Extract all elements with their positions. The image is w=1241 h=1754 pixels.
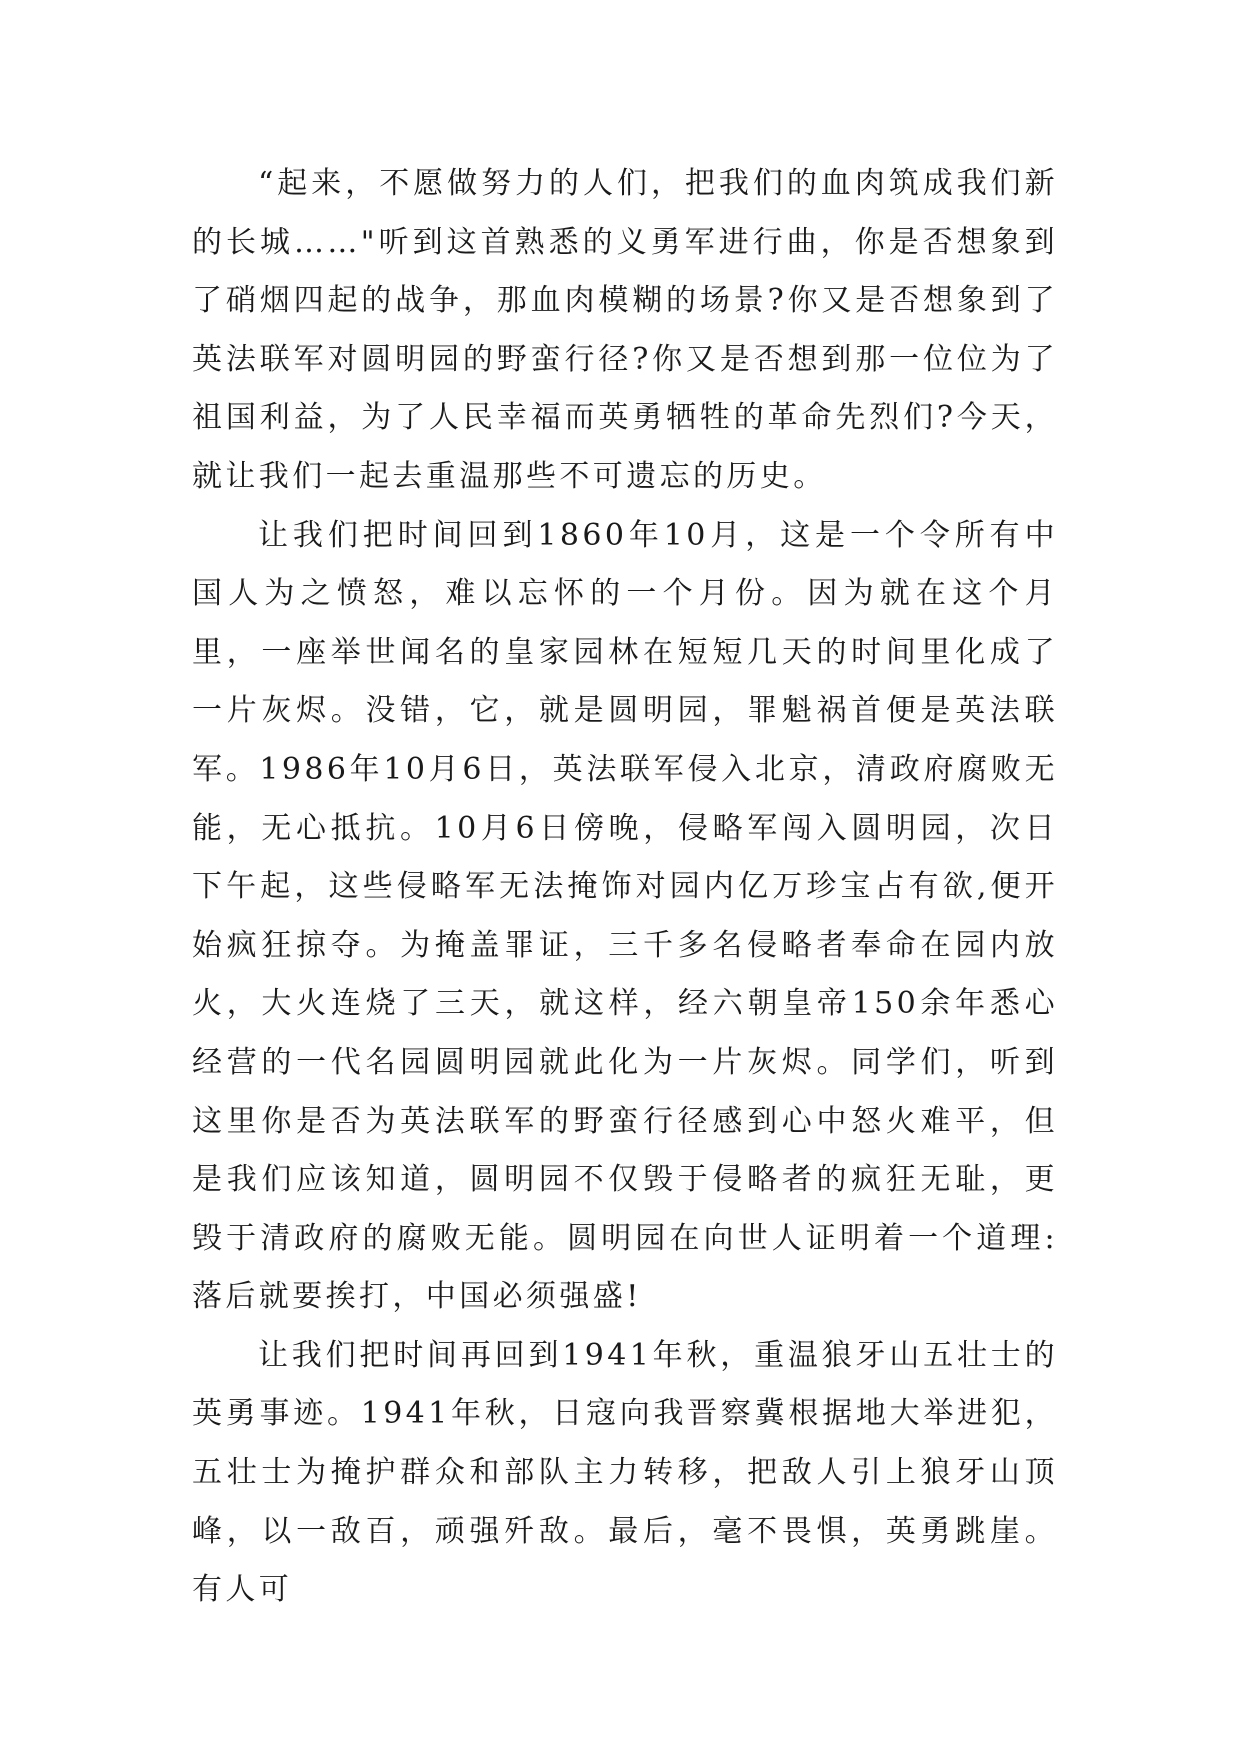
- paragraph-2: 让我们把时间回到1860年10月，这是一个令所有中国人为之愤怒，难以忘怀的一个月份。因为就在这个月里，一座举世闻名的皇家园林在短短几天的时间里化成了一片灰烬。没错，它，就是圆明园，罪魁祸首便是英法联军。1986年10月6日，英法联军侵入北京，清政府腐败无能，无心抵抗。10月6日傍晚，侵略军闯入圆明园，次日下午起，这些侵略军无法掩饰对园内亿万珍宝占有欲,便开始疯狂掠夺。为掩盖罪证，三千多名侵略者奉命在园内放火，大火连烧了三天，就这样，经六朝皇帝150余年悉心经营的一代名园圆明园就此化为一片灰烬。同学们，听到这里你是否为英法联军的野蛮行径感到心中怒火难平，但是我们应该知道，圆明园不仅毁于侵略者的疯狂无耻，更毁于清政府的腐败无能。圆明园在向世人证明着一个道理:落后就要挨打，中国必须强盛!: [192, 517, 1058, 1315]
- document-body: [192, 155, 1058, 1620]
- paragraph-1: “起来，不愿做努力的人们，把我们的血肉筑成我们新的长城……"听到这首熟悉的义勇军进行曲，你是否想象到了硝烟四起的战争，那血肉模糊的场景?你又是否想象到了英法联军对圆明园的野蛮行径?你又是否想到那一位位为了祖国利益，为了人民幸福而英勇牺牲的革命先烈们?今天，就让我们一起去重温那些不可遗忘的历史。: [192, 166, 1058, 494]
- paragraph-3: 让我们把时间再回到1941年秋，重温狼牙山五壮士的英勇事迹。1941年秋，日寇向我晋察冀根据地大举进犯，五壮士为掩护群众和部队主力转移，把敌人引上狼牙山顶峰，以一敌百，顽强歼敌。最后，毫不畏惧，英勇跳崖。有人可: [192, 1337, 1058, 1608]
